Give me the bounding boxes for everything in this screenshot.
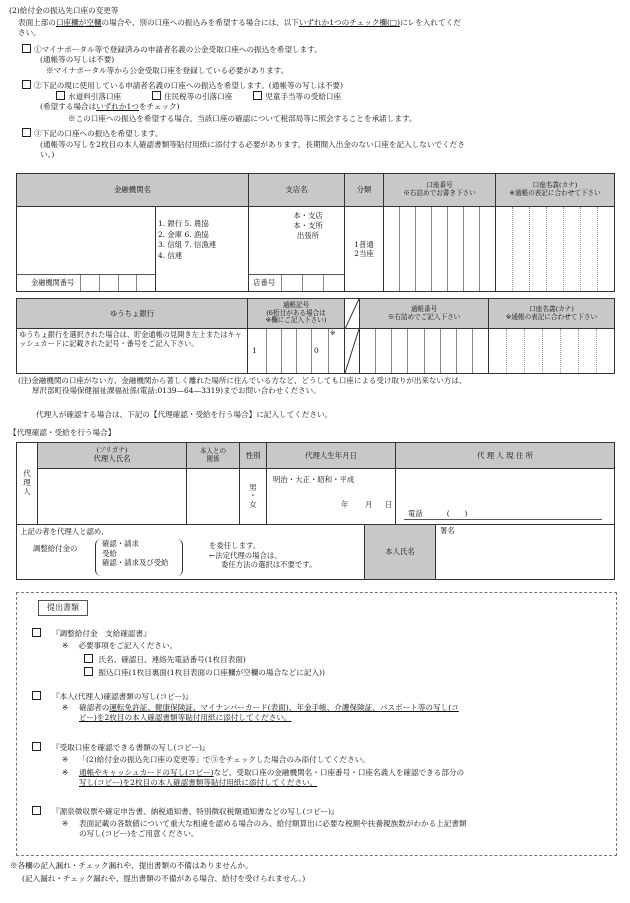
class-header: 分類	[345, 174, 384, 207]
sex-header: 性別	[240, 443, 267, 469]
doc-1: 『調整給付金 支給確認書』	[32, 628, 612, 639]
option-1-note: (通帳等の写しは不要)	[40, 55, 115, 64]
yucho-header: ゆうちょ銀行	[17, 299, 248, 329]
signature-field[interactable]: 署名	[436, 525, 615, 580]
doc-3-note-1: ※ 「(2)給付金の振込先口座の変更等」で③をチェックした場合のみ添付してください。	[62, 755, 370, 764]
option-2-subchecks: 水道料引落口座 住民税等の引落口座 児童手当等の受給口座	[56, 91, 341, 102]
yucho-slash	[345, 299, 360, 329]
option-2-checkbox[interactable]	[22, 80, 31, 89]
yucho-number-header: 通帳番号 ※右詰めでご記入下さい	[360, 299, 489, 329]
proxy-side-label: 代 理 人	[17, 443, 38, 525]
proxy-title: 【代理確認・受給を行う場合】	[9, 428, 116, 437]
yucho-number-field[interactable]	[360, 329, 489, 374]
kana-header: 口座名義(カナ) ※通帳の表記に合わせて下さい	[496, 174, 615, 207]
option-2-consent: ※この口座への振込を希望する場合、当該口座の確認について税部局等に照会することを承諾します。	[68, 114, 417, 123]
bank-account-table	[16, 173, 615, 292]
doc-1-check-2: 振込口座(1枚目裏面(1枚目表面の口座欄が空欄の場合などに記入))	[84, 667, 325, 678]
address-header: 代 理 人 現 住 所	[396, 443, 615, 469]
doc-1-checkbox[interactable]	[32, 628, 41, 637]
kana-field[interactable]	[496, 207, 615, 292]
branch-number-label: 店番号	[253, 278, 276, 287]
proxy-intro: 代理人が確認する場合は、下記の【代理確認・受給を行う場合】に記入してください。	[36, 410, 333, 419]
option-1: ①マイナポータル等で登録済みの申請者名義の公金受取口座への振込を希望します。	[22, 44, 622, 55]
institution-number-label: 金融機関番号	[31, 278, 75, 287]
sex-field[interactable]: 男 ・ 女	[240, 469, 267, 525]
doc-3-checkbox[interactable]	[32, 742, 41, 751]
contact-note: (注)金融機関の口座がない方、金融機関から著しく離れた場所に住んでいる方など、どうしても口座による受け取りが出来ない方は、 厚沢部町役場保健福祉課福祉係(電話:0139—64—3319)までお問い合わせください。	[18, 376, 467, 395]
proxy-name-header: (フリガナ) 代理人氏名	[38, 443, 187, 469]
footer-warning: ※各欄の記入漏れ・チェック漏れや、提出書類の不備はありませんか。	[10, 861, 253, 870]
self-name-label: 本人氏名	[365, 525, 436, 580]
doc-3-note-2: ※ 通帳やキャッシュカードの写し(コピー)など、受取口座の金融機関名・口座番号・口座名義人を確認できる部分の 写し(コピー)を2枚目の本人確認書類等貼付用紙に添付してください。	[62, 768, 465, 787]
option-3-checkbox[interactable]	[22, 128, 31, 137]
doc-1-sub-checkbox-1[interactable]	[84, 654, 93, 663]
branch-header: 支店名	[249, 174, 345, 207]
doc-1-sub-checkbox-2[interactable]	[84, 667, 93, 676]
branch-field[interactable]: 本・支店 本・支所 出張所 店番号	[249, 207, 345, 292]
doc-2-note: ※ 確認者の運転免許証、健康保険証、マイナンバーカード(表面)、年金手帳、介護保険証、パスポート等の写し(コ ピー)を2枚目の本人確認書類等貼付用紙に添付してください。	[62, 703, 459, 722]
address-field[interactable]	[396, 469, 615, 525]
account-number-field[interactable]	[384, 207, 496, 292]
proxy-table	[16, 442, 615, 525]
section-title: (2)給付金の振込先口座の変更等	[9, 6, 119, 15]
option-1-note-2: ※マイナポータル等から公金受取口座を登録している必要があります。	[46, 66, 289, 75]
yucho-slash-2	[345, 329, 360, 374]
doc-4-checkbox[interactable]	[32, 806, 41, 815]
bank-name-field[interactable]	[17, 207, 156, 292]
dob-header: 代理人生年月日	[267, 443, 396, 469]
doc-4-note: ※ 表面記載の各数値について重大な相違を認める場合のみ、給付額算出に必要な税額や扶養親族数がわかる上記書類 の写し(コピー)をご用意ください。	[62, 819, 467, 838]
doc-3: 『受取口座を確認できる書類の写し(コピー)』	[32, 742, 612, 753]
child-allowance-checkbox[interactable]	[253, 91, 262, 100]
yucho-kana-header: 口座名義(カナ) ※通帳の表記に合わせて下さい	[489, 299, 615, 329]
doc-1-check-1: 氏名、確認日、連絡先電話番号(1枚目表面)	[84, 654, 246, 665]
proxy-name-field[interactable]	[38, 469, 187, 525]
relation-header: 本人との 関係	[187, 443, 240, 469]
bank-type-options[interactable]: 1. 銀行 5. 農協 2. 金庫 6. 漁協 3. 信組 7. 信漁連 4. 信連	[156, 207, 249, 292]
relation-field[interactable]	[187, 469, 240, 525]
option-2-note: (希望する場合はいずれか1つをチェック)	[40, 102, 180, 111]
doc-1-note: ※ 必要事項をご記入ください。	[62, 641, 178, 650]
delegation-table	[16, 524, 615, 580]
delegation-options[interactable]: 確認・請求 受給 確認・請求及び受給	[95, 539, 183, 576]
yucho-table	[16, 298, 615, 374]
documents-label: 提出書類	[38, 600, 88, 616]
section-intro: 表面上部の口座欄が空欄の場合や、別の口座への振込みを希望する場合には、以下いずれか1つのチェック欄(□)にレを入れてくだ さい。	[18, 18, 461, 37]
yucho-kana-field[interactable]	[489, 329, 615, 374]
option-3: ③下記の口座への振込を希望します。	[22, 128, 622, 139]
yucho-description: ゆうちょ銀行を選択された場合は、貯金通帳の見開き左上またはキャッシュカードに記載された記号・番号をご記入下さい。	[17, 329, 248, 374]
dob-field[interactable]: 明治・大正・昭和・平成 年 月 日	[267, 469, 396, 525]
option-1-checkbox[interactable]	[22, 44, 31, 53]
delegation-text: 上記の者を代理人と認め、 調整給付金の 確認・請求 受給 確認・請求及び受給 を委任します。 ←法定代理の場合は、 委任方法の選択は不要です。	[17, 525, 365, 580]
yucho-symbol-header: 通帳記号 (6桁目がある場合は ※欄にご記入下さい)	[248, 299, 345, 329]
tax-account-checkbox[interactable]	[152, 91, 161, 100]
footer-warning-2: (記入漏れ・チェック漏れや、提出書類の不備がある場合、給付を受けられません。)	[22, 874, 306, 883]
yucho-symbol-field[interactable]: 1 0 ※	[248, 329, 345, 374]
account-number-header: 口座番号 ※右詰めでお書き下さい	[384, 174, 496, 207]
bank-name-header: 金融機関名	[17, 174, 249, 207]
tel-label: 電話 ( )	[408, 509, 468, 518]
water-account-checkbox[interactable]	[56, 91, 65, 100]
class-options[interactable]: 1普通 2当座	[345, 207, 384, 292]
doc-4: 『源泉徴収票や確定申告書、納税通知書、特別徴収税額通知書などの写し(コピー)』	[32, 806, 612, 817]
doc-2: 『本人(代理人)確認書類の写し(コピー)』	[32, 691, 612, 702]
option-3-note: (通帳等の写しを2枚目の本人確認書類等貼付用紙に添付する必要があります。長期間入出金のない口座を記入しないでくださ い。)	[40, 140, 465, 159]
doc-2-checkbox[interactable]	[32, 691, 41, 700]
option-2: ②下記の現に使用している申請者名義の口座への振込を希望します。(通帳等の写しは不要)	[22, 80, 622, 91]
